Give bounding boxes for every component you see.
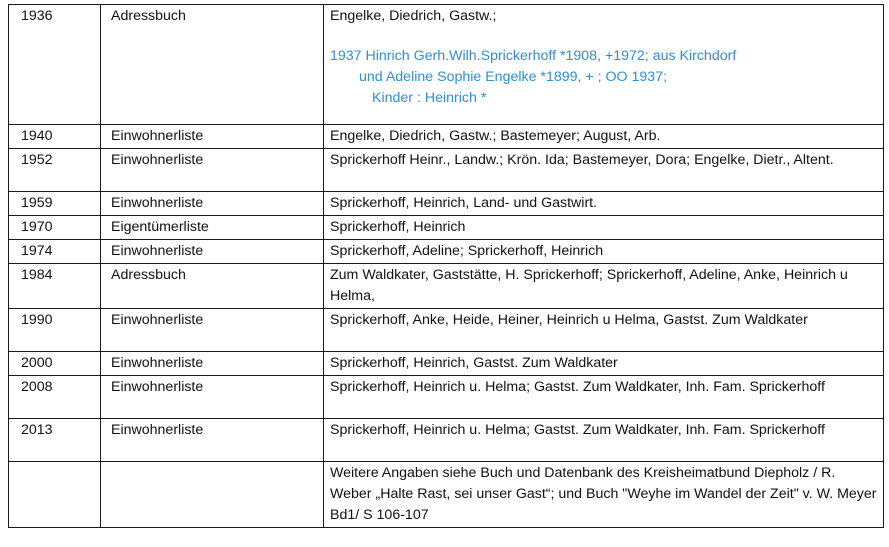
entry-cell: Sprickerhoff, Anke, Heide, Heiner, Heinrich u Helma, Gastst. Zum Waldkater [324, 309, 884, 352]
year-cell: 1974 [9, 240, 101, 264]
source-cell: Einwohnerliste [101, 125, 324, 149]
family-note-line: 1937 Hinrich Gerh.Wilh.Sprickerhoff *1908, +1972; aus Kirchdorf [330, 48, 737, 64]
table-row [9, 419, 884, 462]
family-note [330, 46, 877, 109]
year-cell: 1940 [9, 125, 101, 149]
entry-cell: Zum Waldkater, Gaststätte, H. Sprickerhoff; Sprickerhoff, Adeline, Anke, Heinrich u Helma, [324, 264, 884, 309]
reference-note-cell: Weitere Angaben siehe Buch und Datenbank des Kreisheimatbund Diepholz / R. Weber „Halte Rast, sei unser Gast“; und Buch "Weyhe im Wandel der Zeit" v. W. Meyer Bd1/ S 106-107 [324, 462, 884, 528]
year-cell [9, 462, 101, 528]
entry-cell: Sprickerhoff, Heinrich u. Helma; Gastst. Zum Waldkater, Inh. Fam. Sprickerhoff [324, 419, 884, 462]
source-cell [101, 462, 324, 528]
entry-cell: Sprickerhoff, Adeline; Sprickerhoff, Heinrich [324, 240, 884, 264]
table-row [9, 216, 884, 240]
family-note-line: und Adeline Sophie Engelke *1899, + ; OO 1937; [359, 69, 668, 85]
table-row [9, 5, 884, 125]
family-note-line: Kinder : Heinrich * [372, 90, 487, 106]
entry-cell [324, 5, 884, 125]
year-cell: 1959 [9, 192, 101, 216]
source-cell: Einwohnerliste [101, 149, 324, 192]
table-row [9, 149, 884, 192]
entry-cell: Sprickerhoff Heinr., Landw.; Krön. Ida; Bastemeyer, Dora; Engelke, Dietr., Altent. [324, 149, 884, 192]
entry-text: Engelke, Diedrich, Gastw.; [330, 8, 497, 24]
entry-cell: Sprickerhoff, Heinrich [324, 216, 884, 240]
entry-cell: Engelke, Diedrich, Gastw.; Bastemeyer; August, Arb. [324, 125, 884, 149]
table-row [9, 309, 884, 352]
table-row [9, 125, 884, 149]
year-cell: 2008 [9, 376, 101, 419]
source-cell: Einwohnerliste [101, 309, 324, 352]
source-cell: Einwohnerliste [101, 352, 324, 376]
source-cell: Adressbuch [101, 5, 324, 125]
year-cell: 2013 [9, 419, 101, 462]
source-cell: Einwohnerliste [101, 240, 324, 264]
table-row [9, 192, 884, 216]
table-row [9, 240, 884, 264]
table-row [9, 352, 884, 376]
table-row [9, 376, 884, 419]
year-cell: 1936 [9, 5, 101, 125]
source-cell: Einwohnerliste [101, 376, 324, 419]
source-cell: Eigentümerliste [101, 216, 324, 240]
source-cell: Einwohnerliste [101, 192, 324, 216]
source-cell: Einwohnerliste [101, 419, 324, 462]
year-cell: 1990 [9, 309, 101, 352]
entry-cell: Sprickerhoff, Heinrich, Gastst. Zum Waldkater [324, 352, 884, 376]
source-cell: Adressbuch [101, 264, 324, 309]
history-register-table [8, 4, 884, 528]
table-row [9, 264, 884, 309]
table-row [9, 462, 884, 528]
entry-cell: Sprickerhoff, Heinrich, Land- und Gastwirt. [324, 192, 884, 216]
year-cell: 2000 [9, 352, 101, 376]
year-cell: 1970 [9, 216, 101, 240]
year-cell: 1984 [9, 264, 101, 309]
entry-cell: Sprickerhoff, Heinrich u. Helma; Gastst. Zum Waldkater, Inh. Fam. Sprickerhoff [324, 376, 884, 419]
year-cell: 1952 [9, 149, 101, 192]
